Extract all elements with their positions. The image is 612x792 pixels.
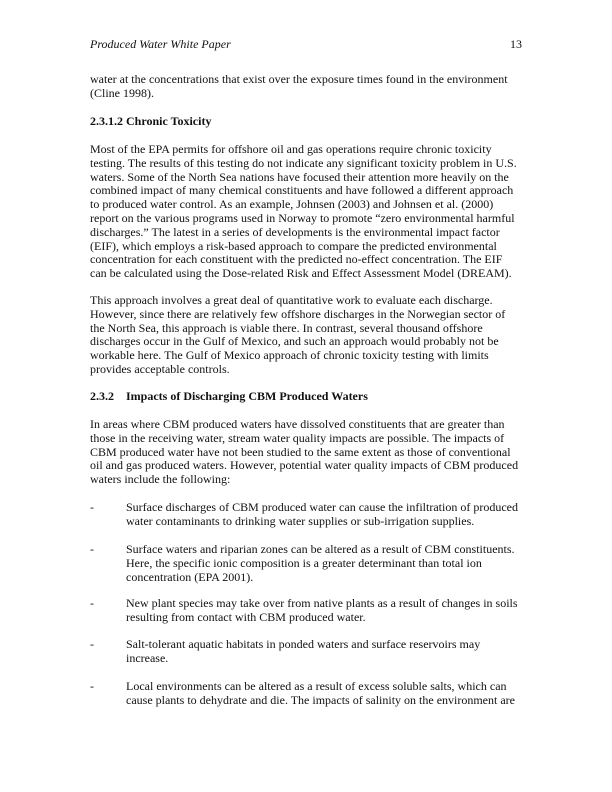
text-line: Surface waters and riparian zones can be altered as a result of CBM constituents. [126, 542, 515, 556]
text-line: Most of the EPA permits for offshore oil and gas operations require chronic toxicity [90, 142, 492, 156]
text-line: Local environments can be altered as a result of excess soluble salts, which can [126, 679, 507, 693]
text-line: provides acceptable controls. [90, 361, 230, 376]
impacts-cbm-paragraph [90, 418, 530, 487]
chronic-toxicity-paragraph-1 [90, 143, 530, 281]
section-number: 2.3.2 [90, 389, 114, 403]
text-line: can be calculated using the Dose-related Risk and Effect Assessment Model (DREAM). [90, 266, 512, 281]
bullet-dash: - [90, 542, 94, 556]
text-line: concentration for each constituent with the predicted no-effect concentration. The EIF [90, 252, 503, 267]
text-line: waters. Some of the North Sea nations have focused their attention more heavily on the [90, 169, 509, 184]
page-number: 13 [510, 37, 522, 51]
text-line: This approach involves a great deal of quantitative work to evaluate each discharge. [90, 293, 493, 307]
text-line: discharges.” The latest in a series of developments is the environmental impact factor [90, 224, 500, 239]
bullet-dash: - [90, 679, 94, 693]
text-line: cause plants to dehydrate and die. The impacts of salinity on the environment are [126, 692, 515, 707]
text-line: workable here. The Gulf of Mexico approach of chronic toxicity testing with limits [90, 348, 489, 363]
text-line: CBM produced water have not been studied to the same extent as those of conventional [90, 444, 511, 459]
text-line: resulting from contact with CBM produced water. [126, 609, 366, 624]
text-line: waters include the following: [90, 472, 231, 487]
intro-paragraph [90, 73, 530, 101]
text-line: concentration (EPA 2001). [126, 569, 254, 584]
text-line: to produced water control. As an example, Johnsen (2003) and Johnsen et al. (2000) [90, 197, 494, 212]
text-line: In areas where CBM produced waters have dissolved constituents that are greater than [90, 417, 505, 431]
text-line: water at the concentrations that exist over the exposure times found in the environment [90, 72, 508, 86]
text-line: Salt-tolerant aquatic habitats in ponded waters and surface reservoirs may [126, 637, 481, 651]
section-title: Impacts of Discharging CBM Produced Waters [126, 389, 368, 403]
text-line: (EIF), which employs a risk-based approach to compare the predicted environmental [90, 238, 497, 253]
bullet-dash: - [90, 500, 94, 514]
text-line: testing. The results of this testing do not indicate any significant toxicity problem in U.S. [90, 155, 517, 170]
text-line: Surface discharges of CBM produced water can cause the infiltration of produced [126, 500, 518, 514]
text-line: the North Sea, this approach is viable there. In contrast, several thousand offshore [90, 320, 483, 335]
text-line: (Cline 1998). [90, 85, 154, 100]
document-title: Produced Water White Paper [90, 37, 231, 51]
bullet-dash: - [90, 596, 94, 610]
bullet-dash: - [90, 637, 94, 651]
text-line: New plant species may take over from native plants as a result of changes in soils [126, 596, 518, 610]
text-line: those in the receiving water, stream water quality impacts are possible. The impacts of [90, 430, 505, 445]
heading-chronic-toxicity: 2.3.1.2 Chronic Toxicity [90, 114, 212, 128]
text-line: discharges occur in the Gulf of Mexico, and such an approach would probably not be [90, 334, 499, 349]
text-line: oil and gas produced waters. However, potential water quality impacts of CBM produced [90, 458, 519, 473]
text-line: report on the various programs used in Norway to promote “zero environmental harmful [90, 210, 515, 225]
text-line: However, since there are relatively few offshore discharges in the Norwegian sector of [90, 306, 506, 321]
text-line: water contaminants to drinking water supplies or sub-irrigation supplies. [126, 513, 475, 528]
text-line: increase. [126, 650, 169, 665]
chronic-toxicity-paragraph-2 [90, 294, 530, 377]
heading-impacts-cbm [90, 390, 530, 404]
text-line: combined impact of many chemical constituents and have followed a different approach [90, 183, 514, 198]
text-line: Here, the specific ionic composition is a greater determinant than total ion [126, 555, 482, 570]
